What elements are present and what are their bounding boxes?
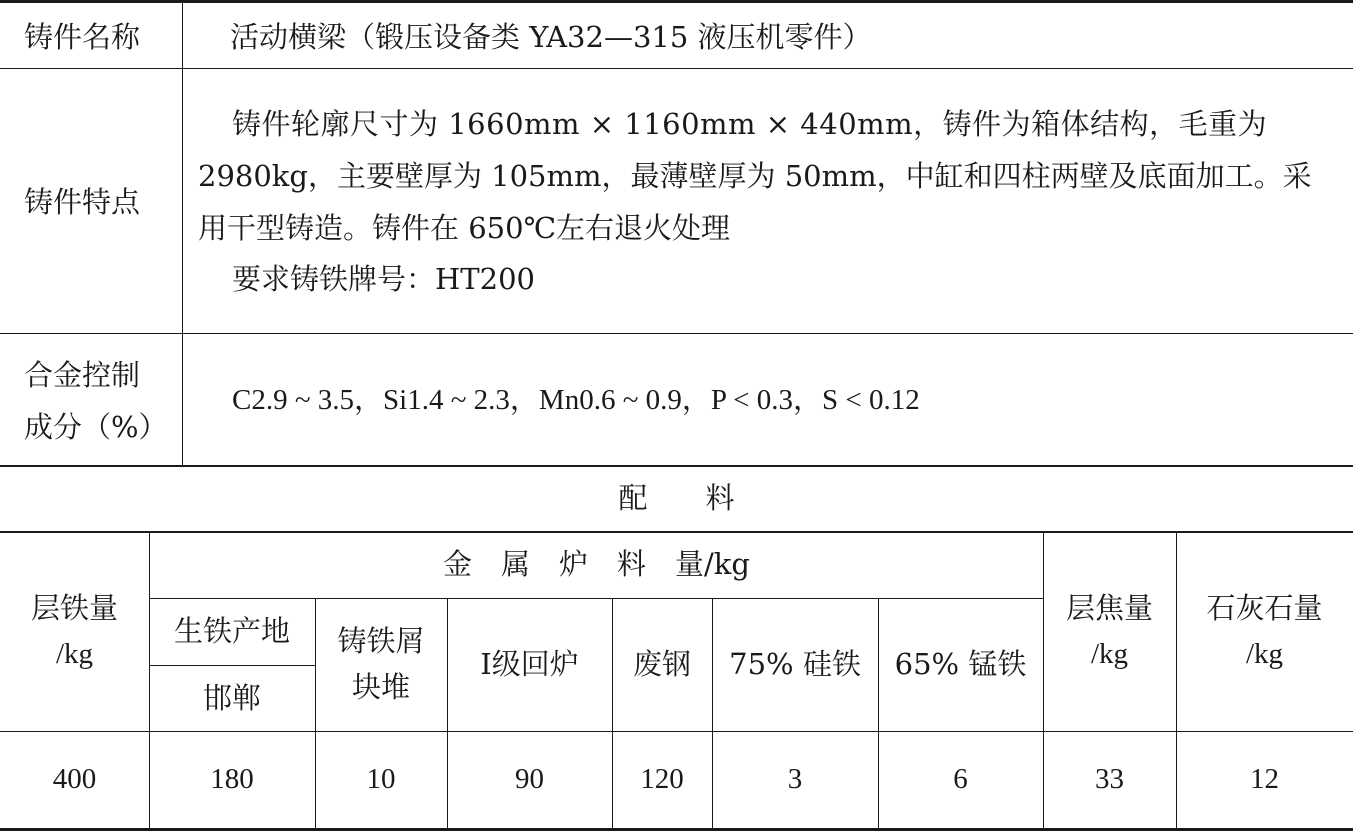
header-coke <box>1043 532 1176 731</box>
value-limestone: 12 <box>1250 763 1279 796</box>
header-steel-scrap: 废钢 <box>632 647 691 682</box>
value-ferromanganese: 6 <box>953 763 968 796</box>
casting-features-line-3: 用干型铸造。铸件在 650℃左右退火处理 <box>198 211 731 245</box>
header-coke-label: 层焦量 <box>1065 590 1153 625</box>
header-coke-unit: /kg <box>1090 637 1129 670</box>
header-layer-iron <box>0 532 149 731</box>
value-steel-scrap: 120 <box>640 763 684 796</box>
alloy-label-line-2: 成分（%） <box>24 410 168 444</box>
header-limestone-unit: /kg <box>1245 637 1284 670</box>
alloy-composition-value: C2.9 ~ 3.5，Si1.4 ~ 2.3，Mn0.6 ~ 0.9，P < 0.3，S < 0.12 <box>232 384 920 416</box>
casting-features-label: 铸件特点 <box>24 185 141 219</box>
value-returns: 90 <box>515 763 544 796</box>
casting-features-line-1: 铸件轮廓尺寸为 1660mm × 1160mm × 440mm，铸件为箱体结构，毛重为 <box>232 107 1268 141</box>
label-column-divider <box>182 0 183 466</box>
header-cast-iron-scrap-line2: 块堆 <box>351 670 410 704</box>
value-layer-iron: 400 <box>52 763 97 796</box>
casting-name-label: 铸件名称 <box>24 20 141 54</box>
header-pig-iron-origin: 邯郸 <box>202 680 261 715</box>
header-limestone <box>1176 532 1353 731</box>
header-layer-iron-unit: /kg <box>55 637 94 670</box>
batch-title: 配 料 <box>618 481 735 516</box>
casting-features-line-4: 要求铸铁牌号：HT200 <box>232 262 535 296</box>
casting-name-value: 活动横梁（锻压设备类 YA32—315 液压机零件） <box>230 20 872 54</box>
value-coke: 33 <box>1095 763 1124 796</box>
header-layer-iron-label: 层铁量 <box>30 590 118 625</box>
header-limestone-label: 石灰石量 <box>1206 590 1323 625</box>
alloy-label-line-1: 合金控制 <box>24 358 141 392</box>
header-returns: Ⅰ级回炉 <box>480 647 579 682</box>
header-cast-iron-scrap <box>315 599 447 731</box>
header-ferromanganese: 65% 锰铁 <box>894 647 1027 682</box>
casting-features-line-2: 2980kg，主要壁厚为 105mm，最薄壁厚为 50mm，中缸和四柱两壁及底面加工。采 <box>198 159 1312 193</box>
bottom-border <box>0 828 1353 831</box>
value-pig-iron: 180 <box>210 763 254 796</box>
row-divider-1 <box>0 68 1353 69</box>
row-divider-2 <box>0 333 1353 334</box>
header-ferrosilicon: 75% 硅铁 <box>729 647 861 682</box>
header-cast-iron-scrap-line1: 铸铁屑 <box>337 624 425 659</box>
header-pig-iron: 生铁产地 <box>173 614 290 649</box>
header-metal-charge: 金 属 炉 料 量/kg <box>443 547 750 582</box>
value-ferrosilicon: 3 <box>787 763 803 796</box>
value-cast-iron-scrap: 10 <box>366 763 396 796</box>
top-border <box>0 0 1353 3</box>
